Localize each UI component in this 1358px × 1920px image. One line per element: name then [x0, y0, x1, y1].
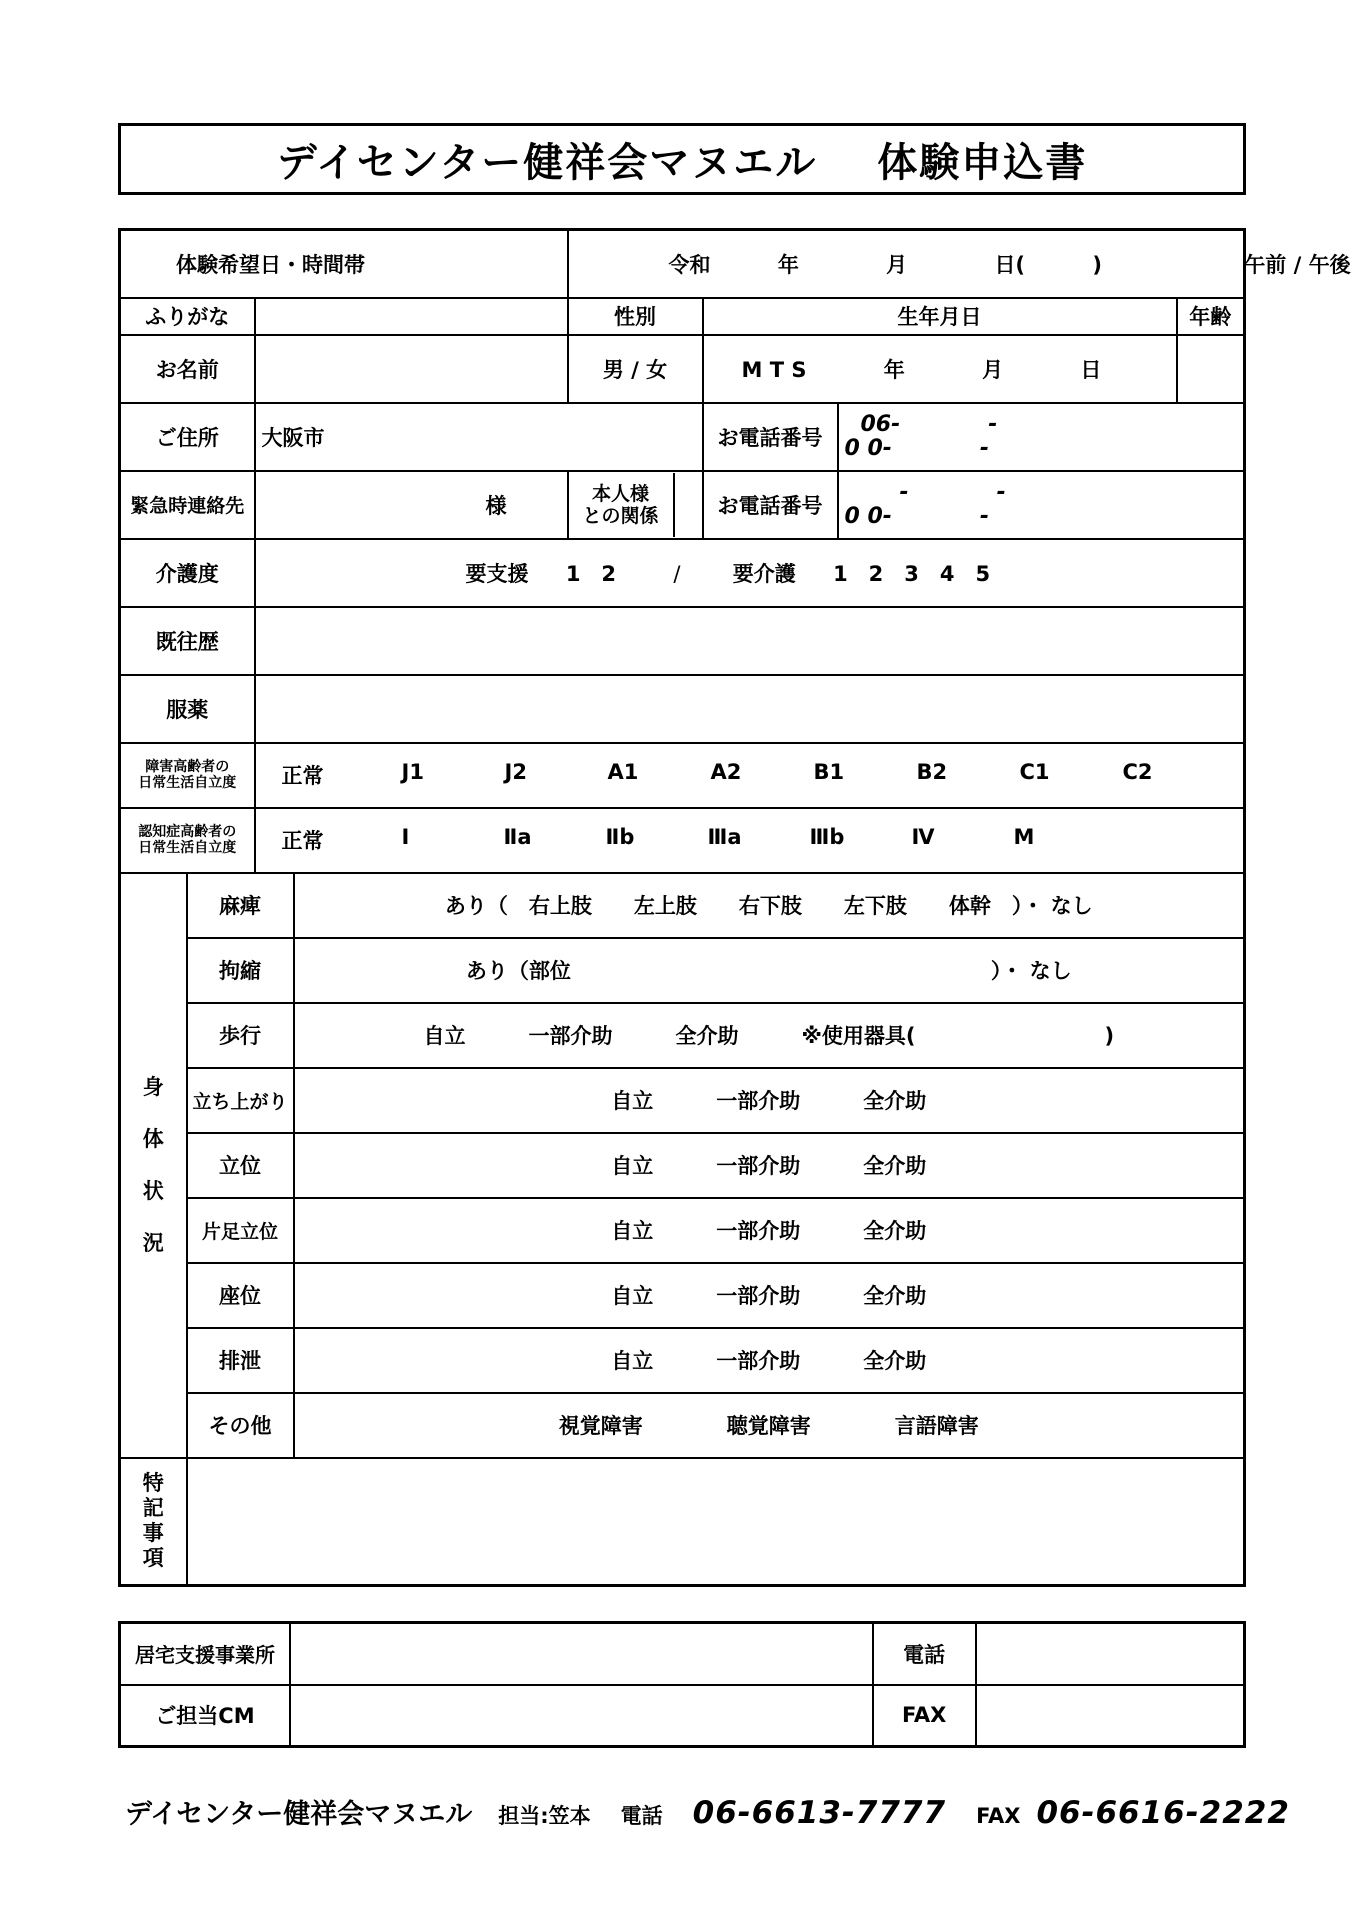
body-status-item-value[interactable]: 自立 一部介助 全介助 ※使用器具( ): [294, 1003, 1245, 1068]
body-status-item-label: 拘縮: [187, 938, 294, 1003]
relation-line2: との関係: [582, 504, 659, 527]
disability-option-1[interactable]: 正常: [281, 764, 324, 788]
special-label: [120, 1458, 187, 1586]
emergency-name-field[interactable]: [255, 471, 568, 539]
body-status-row: [120, 1003, 1245, 1068]
care-slash: /: [673, 561, 681, 586]
body-status-row: [120, 1263, 1245, 1328]
age-label: 年齢: [1177, 298, 1245, 335]
office-fax-field[interactable]: [976, 1685, 1245, 1747]
row-name: [120, 335, 1245, 403]
row-medicine: [120, 675, 1245, 743]
furigana-field[interactable]: [255, 298, 568, 335]
body-status-char-3: 状: [142, 1179, 164, 1203]
address-label: ご住所: [120, 403, 255, 471]
body-status-item-value[interactable]: あり（部位 ）・ なし: [294, 938, 1245, 1003]
relation-label: [569, 473, 674, 537]
body-status-char-4: 況: [142, 1231, 164, 1255]
body-status-row: [120, 1393, 1245, 1458]
body-status-row: [120, 938, 1245, 1003]
special-char-3: 事: [142, 1521, 164, 1546]
footer-fax: 06-6616-2222: [1036, 1795, 1290, 1831]
disability-label: [120, 743, 255, 808]
row-date: [120, 230, 1245, 298]
row-disability: [120, 743, 1245, 808]
dementia-option-5[interactable]: Ⅲa: [707, 825, 742, 849]
emergency-phone-label: お電話番号: [703, 471, 838, 539]
body-status-item-value[interactable]: 自立 一部介助 全介助: [294, 1068, 1245, 1133]
address-phone-label: お電話番号: [703, 403, 838, 471]
dementia-label: [120, 808, 255, 873]
dementia-option-2[interactable]: Ⅰ: [401, 825, 410, 849]
title-sub: 体験申込書: [877, 139, 1088, 186]
date-label: 体験希望日・時間帯: [120, 230, 568, 298]
care-shien-levels: 1 2: [565, 561, 617, 586]
address-phone-field[interactable]: [838, 403, 1245, 471]
body-status-item-value[interactable]: 視覚障害 聴覚障害 言語障害: [294, 1393, 1245, 1458]
footer-tel: 06-6613-7777: [692, 1795, 947, 1831]
history-label: 既往歴: [120, 607, 255, 675]
disability-option-8[interactable]: C1: [1019, 760, 1050, 784]
body-status-item-label: 歩行: [187, 1003, 294, 1068]
gender-label: 性別: [568, 298, 703, 335]
history-field[interactable]: [255, 607, 1245, 675]
row-history: [120, 607, 1245, 675]
name-label: お名前: [120, 335, 255, 403]
body-status-item-value[interactable]: 自立 一部介助 全介助: [294, 1328, 1245, 1393]
body-status-char-1: 身: [142, 1075, 164, 1099]
disability-option-3[interactable]: J2: [504, 760, 527, 784]
disability-label-line2: 日常生活自立度: [138, 775, 237, 791]
body-status-label: [120, 873, 187, 1458]
body-status-char-2: 体: [142, 1127, 164, 1151]
body-status-item-label: 排泄: [187, 1328, 294, 1393]
birth-eras: M T S: [741, 357, 807, 382]
disability-option-2[interactable]: J1: [401, 760, 424, 784]
dementia-label-line2: 日常生活自立度: [138, 840, 237, 856]
special-char-1: 特: [142, 1471, 164, 1496]
special-field[interactable]: [187, 1458, 1245, 1586]
office-tel-field[interactable]: [976, 1623, 1245, 1685]
disability-label-line1: 障害高齢者の: [145, 759, 230, 775]
dementia-option-3[interactable]: Ⅱa: [503, 825, 532, 849]
care-office-table: [118, 1621, 1246, 1748]
row-special: [120, 1458, 1245, 1586]
gender-value[interactable]: 男 / 女: [568, 335, 703, 403]
body-status-item-label: その他: [187, 1393, 294, 1458]
body-status-item-label: 立ち上がり: [187, 1068, 294, 1133]
footer-name: デイセンター健祥会マヌエル: [125, 1799, 473, 1830]
body-status-item-value[interactable]: あり（ 右上肢 左上肢 右下肢 左下肢 体幹 ）・ なし: [294, 873, 1245, 938]
date-day: 日(: [994, 252, 1026, 277]
office-field[interactable]: [290, 1623, 873, 1685]
title-main: デイセンター健祥会マヌエル: [276, 139, 818, 186]
dementia-option-8[interactable]: M: [1013, 825, 1035, 849]
dementia-option-6[interactable]: Ⅲb: [809, 825, 845, 849]
date-ampm: 午前 / 午後: [1244, 252, 1351, 277]
furigana-label: ふりがな: [120, 298, 255, 335]
dementia-option-1[interactable]: 正常: [281, 829, 324, 853]
birth-day: 日: [1080, 357, 1102, 382]
row-care: [120, 539, 1245, 607]
disability-option-6[interactable]: B1: [813, 760, 845, 784]
cm-field[interactable]: [290, 1685, 873, 1747]
body-status-row: [120, 873, 1245, 938]
disability-option-5[interactable]: A2: [710, 760, 742, 784]
dementia-option-7[interactable]: Ⅳ: [911, 825, 935, 849]
body-status-row: [120, 1133, 1245, 1198]
footer-fax-label: FAX: [976, 1804, 1021, 1828]
date-era: 令和: [668, 252, 711, 277]
emergency-relation: [568, 471, 703, 539]
care-kaigo-levels: 1 2 3 4 5: [833, 561, 991, 586]
office-tel-label: 電話: [873, 1623, 976, 1685]
application-form-table: [118, 228, 1351, 1587]
cm-label: ご担当CM: [120, 1685, 290, 1747]
body-status-item-label: 麻痺: [187, 873, 294, 938]
row-furigana: [120, 298, 1245, 335]
disability-option-9[interactable]: C2: [1122, 760, 1153, 784]
body-status-row: [120, 1198, 1245, 1263]
medicine-field[interactable]: [255, 675, 1245, 743]
care-label: 介護度: [120, 539, 255, 607]
emergency-label: 緊急時連絡先: [120, 471, 255, 539]
body-status-item-label: 座位: [187, 1263, 294, 1328]
footer: [125, 1792, 1290, 1832]
care-shien: 要支援: [465, 561, 529, 586]
row-emergency: [120, 471, 1245, 539]
special-char-4: 項: [142, 1546, 164, 1571]
footer-person: 担当:笠本: [498, 1804, 591, 1828]
footer-tel-label: 電話: [620, 1804, 663, 1828]
body-status-row: [120, 1068, 1245, 1133]
emergency-phone-field[interactable]: [838, 471, 1245, 539]
body-status-item-value[interactable]: 自立 一部介助 全介助: [294, 1263, 1245, 1328]
date-month: 月: [886, 252, 908, 277]
date-close: ): [1092, 252, 1102, 277]
disability-option-7[interactable]: B2: [916, 760, 948, 784]
body-status-item-value[interactable]: 自立 一部介助 全介助: [294, 1133, 1245, 1198]
office-fax-label: FAX: [873, 1685, 976, 1747]
relation-field[interactable]: [674, 473, 702, 537]
disability-option-4[interactable]: A1: [607, 760, 639, 784]
special-char-2: 記: [142, 1496, 164, 1521]
address-phone2: 0 0- -: [844, 435, 990, 461]
dementia-options[interactable]: [255, 808, 1245, 873]
body-status-item-label: 片足立位: [187, 1198, 294, 1263]
birth-field[interactable]: [703, 335, 1177, 403]
row-address: [120, 403, 1245, 471]
emergency-phone2: 0 0- -: [844, 503, 990, 529]
row-dementia: [120, 808, 1245, 873]
body-status-item-label: 立位: [187, 1133, 294, 1198]
dementia-option-4[interactable]: Ⅱb: [605, 825, 635, 849]
age-field[interactable]: [1177, 335, 1245, 403]
address-field[interactable]: 大阪市: [255, 403, 703, 471]
birth-label: 生年月日: [703, 298, 1177, 335]
birth-year: 年: [883, 357, 905, 382]
form-title: [118, 123, 1246, 195]
care-kaigo: 要介護: [732, 561, 796, 586]
emergency-phone1: - -: [899, 479, 1006, 505]
date-year: 年: [777, 252, 799, 277]
medicine-label: 服薬: [120, 675, 255, 743]
date-field[interactable]: [568, 230, 1351, 298]
emergency-sama: 様: [485, 493, 507, 518]
name-field[interactable]: [255, 335, 568, 403]
care-field[interactable]: [255, 539, 1245, 607]
disability-options[interactable]: [255, 743, 1245, 808]
office-label: 居宅支援事業所: [120, 1623, 290, 1685]
birth-month: 月: [982, 357, 1004, 382]
dementia-label-line1: 認知症高齢者の: [138, 824, 237, 840]
relation-line1: 本人様: [591, 482, 649, 505]
address-phone1: 06- -: [860, 411, 998, 437]
body-status-row: [120, 1328, 1245, 1393]
body-status-item-value[interactable]: 自立 一部介助 全介助: [294, 1198, 1245, 1263]
